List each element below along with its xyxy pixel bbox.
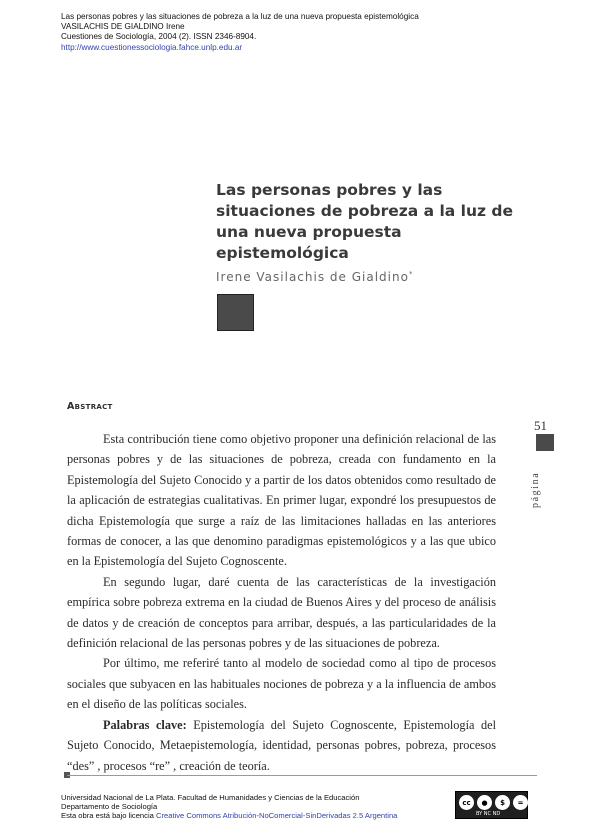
author-name: Irene Vasilachis de Gialdino	[216, 270, 409, 284]
abstract-paragraph-2: En segundo lugar, daré cuenta de las características de la investigación empírica sobre pobreza extrema en la ciudad de Buenos Aires y del proceso de análisis de datos y de creación de conceptos para arribar, después, a las particularidades de la definición relacional de las personas pobres y de las situaciones de pobreza.	[67, 574, 496, 651]
page-number-block	[536, 434, 554, 451]
nd-icon: =	[513, 795, 528, 810]
page-label: página	[530, 471, 541, 508]
license-link[interactable]: Creative Commons Atribución-NoComercial-SinDerivadas 2.5 Argentina	[155, 811, 398, 821]
nc-icon: $	[495, 795, 510, 810]
page-number: 51	[534, 418, 547, 433]
by-icon: ●	[477, 795, 492, 810]
footer-license-line	[61, 811, 397, 820]
page-footer	[61, 793, 397, 821]
citation-url-link[interactable]: http://www.cuestionessociologia.fahce.unlp.edu.ar	[61, 42, 243, 52]
keywords-paragraph	[67, 715, 496, 776]
license-prefix: Esta obra está bajo licencia	[61, 811, 156, 821]
abstract-paragraph-1: Esta contribución tiene como objetivo proponer una definición relacional de las personas pobres y de las situaciones de pobreza, creada con fundamento en la Epistemología del Sujeto Conocido y a partir de los datos obtenidos como resultado de la aplicación de estrategias cualitativas. En primer lugar, expondré los presupuestos de dicha Epistemología que surge a raíz de las limitaciones halladas en las anteriores formas de conocer, a las que denomino paradigmas epistemológicos y a las que ubico en la Epistemología del Sujeto Cognoscente.	[67, 432, 496, 569]
citation-header	[61, 12, 419, 53]
citation-journal: Cuestiones de Sociología, 2004 (2). ISSN 2346-8904.	[61, 32, 257, 42]
keywords-text: Epistemología del Sujeto Cognoscente, Epistemología del Sujeto Conocido, Metaepistemología, identidad, personas pobres, pobreza, procesos “des” , procesos “re” , creación de teoría.	[67, 717, 496, 773]
creative-commons-badge[interactable]	[455, 791, 528, 819]
abstract-paragraph-3: Por último, me referiré tanto al modelo de sociedad como al tipo de procesos sociales que subyacen en las habituales nociones de pobreza y a la influencia de ambos en el diseño de las políticas sociales.	[67, 656, 496, 712]
article-author	[216, 270, 413, 284]
keywords-label: Palabras clave:	[103, 717, 187, 732]
footer-university: Universidad Nacional de La Plata. Facultad de Humanidades y Ciencias de la Educación	[61, 793, 360, 802]
author-note-marker: *	[408, 270, 414, 278]
citation-author: VASILACHIS DE GIALDINO Irene	[61, 22, 185, 32]
footer-rule	[67, 775, 537, 776]
citation-title: Las personas pobres y las situaciones de pobreza a la luz de una nueva propuesta epistemológica	[61, 12, 419, 21]
footer-department: Departamento de Sociología	[61, 802, 158, 812]
abstract-body	[67, 429, 496, 776]
cc-icon-row	[459, 795, 528, 810]
title-decorative-square	[217, 294, 254, 331]
abstract-heading: Abstract	[67, 401, 113, 412]
cc-badge-text: BY NC ND	[476, 811, 501, 817]
article-title: Las personas pobres y las situaciones de pobreza a la luz de una nueva propuesta epistemológica	[216, 181, 514, 262]
cc-icon: cc	[459, 795, 474, 810]
